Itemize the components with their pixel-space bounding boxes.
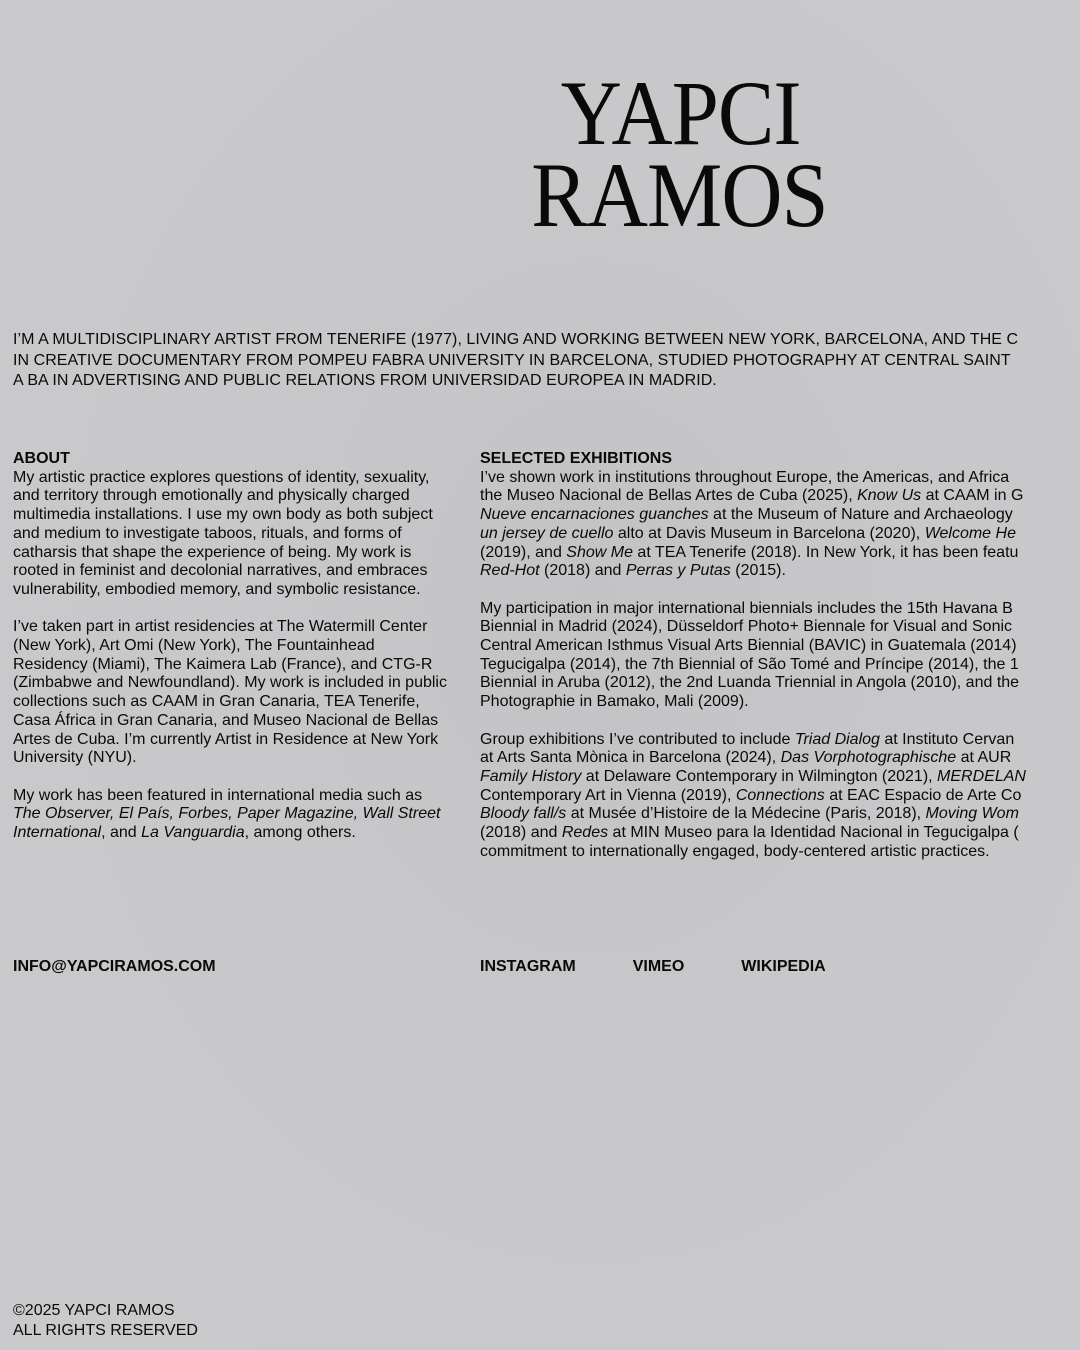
group-exhibitions-paragraph: [480, 731, 1080, 862]
intro-statement: [13, 330, 1080, 392]
text-line: commitment to internationally engaged, body-centered artistic practices.: [480, 842, 990, 860]
logo-last-name: RAMOS: [531, 144, 828, 246]
email-link[interactable]: INFO@YAPCIRAMOS.COM: [13, 958, 216, 975]
about-heading: ABOUT: [13, 450, 70, 467]
text-line: Nueve encarnaciones guanches at the Museum of Nature and Archaeology: [480, 506, 1013, 524]
text-line: Contemporary Art in Vienna (2019), Connections at EAC Espacio de Arte Co: [480, 786, 1022, 804]
text-line: I’ve shown work in institutions throughout Europe, the Americas, and Africa: [480, 468, 1010, 486]
text-line: My participation in major international biennials includes the 15th Havana B: [480, 599, 1013, 617]
text-line: (2019), and Show Me at TEA Tenerife (2018). In New York, it has been featu: [480, 543, 1019, 561]
media-paragraph: My work has been featured in international media such as The Observer, El País, Forbes, Paper Magazine, Wall Street International, and La Vanguardia, among others.: [13, 786, 441, 842]
exhibitions-paragraph: [480, 469, 1080, 581]
instagram-link[interactable]: INSTAGRAM: [480, 958, 576, 975]
media-name: La Vanguardia: [141, 824, 245, 842]
copyright-line: ©2025 YAPCI RAMOS: [13, 1302, 175, 1319]
text-line: (2018) and Redes at MIN Museo para la Identidad Nacional in Tegucigalpa (: [480, 824, 1019, 842]
social-links: [480, 957, 826, 977]
text-line: Family History at Delaware Contemporary in Wilmington (2021), MERDELAN: [480, 767, 1026, 785]
intro-line: A BA IN ADVERTISING AND PUBLIC RELATIONS FROM UNIVERSIDAD EUROPEA IN MADRID.: [13, 372, 717, 389]
vimeo-link[interactable]: VIMEO: [632, 958, 685, 975]
text-line: Group exhibitions I’ve contributed to include Triad Dialog at Instituto Cervan: [480, 730, 1015, 748]
exhibitions-heading: SELECTED EXHIBITIONS: [480, 450, 673, 467]
text-line: the Museo Nacional de Bellas Artes de Cuba (2025), Know Us at CAAM in G: [480, 487, 1024, 505]
about-paragraph: My artistic practice explores questions of identity, sexuality, and territory through emotionally and physically charged multimedia installations. I use my own body as both subject and medium to investigate taboos, rituals, and forms of catharsis that shape the experience of being. My work is rooted in feminist and decolonial narratives, and embraces vulnerability, embodied memory, and symbolic resistance.: [13, 468, 433, 598]
text-line: Central American Isthmus Visual Arts Biennial (BAVIC) in Guatemala (2014): [480, 637, 1017, 655]
wikipedia-link[interactable]: WIKIPEDIA: [741, 958, 826, 975]
intro-line: IN CREATIVE DOCUMENTARY FROM POMPEU FABRA UNIVERSITY IN BARCELONA, STUDIED PHOTOGRAPHY AT CENTRAL SAINT: [13, 351, 1011, 369]
biennials-paragraph: [480, 600, 1080, 712]
media-list: The Observer, El País, Forbes, Paper Magazine, Wall Street International: [13, 805, 441, 842]
text-line: Bloody fall/s at Musée d’Histoire de la Médecine (Paris, 2018), Moving Wom: [480, 805, 1019, 823]
text-line: at Arts Santa Mònica in Barcelona (2024), Das Vorphotographische at AUR: [480, 749, 1012, 767]
intro-line: I’M A MULTIDISCIPLINARY ARTIST FROM TENERIFE (1977), LIVING AND WORKING BETWEEN NEW YORK, BARCELONA, AND THE C: [13, 331, 1019, 348]
copyright-notice: [13, 1301, 198, 1340]
text-line: un jersey de cuello alto at Davis Museum in Barcelona (2020), Welcome He: [480, 524, 1016, 542]
text-line: Red-Hot (2018) and Perras y Putas (2015).: [480, 562, 786, 580]
rights-line: ALL RIGHTS RESERVED: [13, 1321, 198, 1339]
exhibitions-section: [480, 450, 1080, 880]
text-line: Tegucigalpa (2014), the 7th Biennial of São Tomé and Príncipe (2014), the 1: [480, 655, 1019, 673]
site-logo[interactable]: [500, 62, 900, 246]
text-line: Photographie in Bamako, Mali (2009).: [480, 693, 749, 711]
text-line: Biennial in Aruba (2012), the 2nd Luanda Triennial in Angola (2010), and the: [480, 674, 1020, 692]
text-line: Biennial in Madrid (2024), Düsseldorf Photo+ Biennale for Visual and Sonic: [480, 618, 1013, 636]
residencies-paragraph: I’ve taken part in artist residencies at The Watermill Center (New York), Art Omi (New York), The Fountainhead Residency (Miami), The Kaimera Lab (France), and CTG-R (Zimbabwe and Newfoundland). My work is included in public collections such as CAAM in Gran Canaria, TEA Tenerife, Casa África in Gran Canaria, and Museo Nacional de Bellas Artes de Cuba. I’m currently Artist in Residence at New York University (NYU).: [13, 618, 447, 767]
contact-email: [13, 957, 216, 977]
logo-first-name: YAPCI: [560, 62, 801, 164]
about-section: [13, 450, 453, 861]
